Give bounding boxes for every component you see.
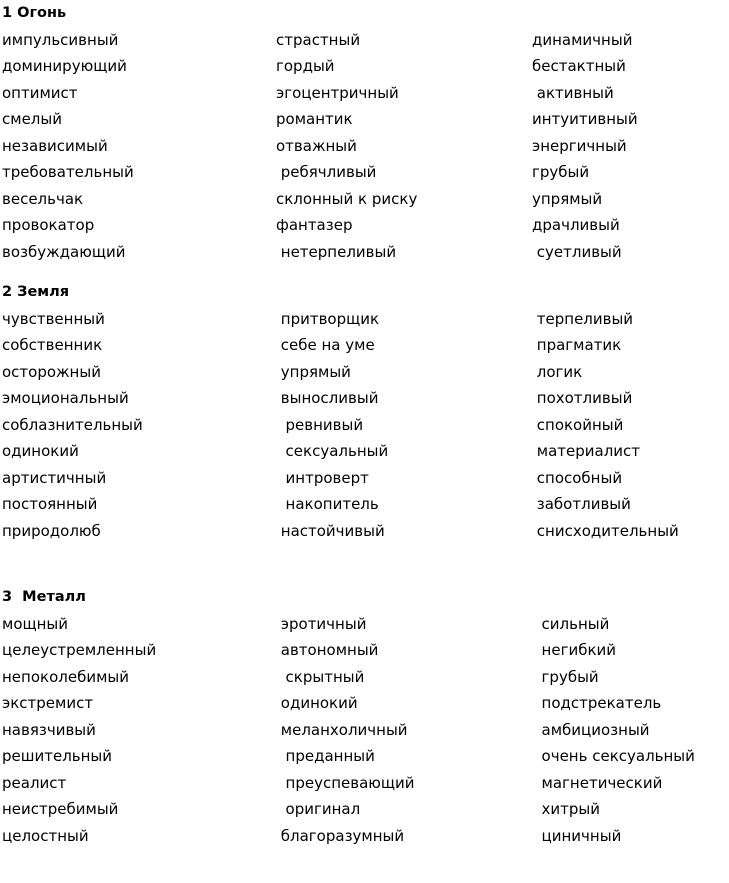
word-cell: преуспевающий: [276, 773, 415, 792]
word-cell: весельчак: [2, 189, 84, 208]
word-cell: независимый: [2, 136, 108, 155]
word-cell: мощный: [2, 614, 69, 633]
word-row: [0, 611, 729, 638]
word-cell: подстрекатель: [532, 694, 662, 712]
word-cell: энергичный: [532, 136, 627, 155]
word-cell: одинокий: [276, 694, 358, 712]
word-cell: постоянный: [2, 495, 98, 513]
section-spacer: [0, 544, 729, 584]
word-row: [0, 743, 729, 770]
word-row: [0, 796, 729, 823]
word-row: [0, 106, 729, 133]
word-cell: решительный: [2, 747, 113, 765]
word-cell: выносливый: [276, 389, 379, 407]
word-cell: заботливый: [532, 495, 631, 513]
word-cell: сексуальный: [276, 442, 389, 460]
word-cell: провокатор: [2, 216, 95, 234]
word-row: [0, 770, 729, 797]
word-row: [0, 212, 729, 239]
word-cell: упрямый: [532, 189, 603, 208]
section-spacer: [0, 265, 729, 279]
word-cell: хитрый: [532, 800, 601, 818]
word-cell: целеустремленный: [2, 641, 157, 659]
word-cell: реалист: [2, 773, 67, 792]
word-cell: динамичный: [532, 30, 633, 49]
word-row: [0, 465, 729, 492]
word-row: [0, 690, 729, 717]
word-row: [0, 438, 729, 465]
word-cell: активный: [532, 83, 614, 102]
word-cell: склонный к риску: [276, 189, 418, 208]
word-cell: себе на уме: [276, 336, 375, 354]
word-cell: страстный: [276, 30, 361, 49]
word-cell: эротичный: [276, 614, 367, 633]
word-cell: эмоциональный: [2, 389, 129, 407]
word-cell: спокойный: [532, 415, 624, 434]
word-cell: магнетический: [532, 773, 663, 792]
word-row: [0, 80, 729, 107]
word-cell: оптимист: [2, 83, 78, 102]
word-cell: смелый: [2, 110, 62, 128]
word-cell: возбуждающий: [2, 242, 126, 261]
word-row: [0, 359, 729, 386]
word-cell: навязчивый: [2, 720, 96, 739]
word-cell: романтик: [276, 110, 353, 128]
word-cell: драчливый: [532, 216, 620, 234]
section-fire: [0, 0, 729, 265]
word-cell: суетливый: [532, 242, 622, 261]
word-cell: автономный: [276, 641, 379, 659]
word-cell: собственник: [2, 336, 103, 354]
word-cell: неистребимый: [2, 800, 119, 818]
word-cell: интуитивный: [532, 110, 638, 128]
section-title-metal: 3 Металл: [2, 589, 86, 605]
word-cell: соблазнительный: [2, 415, 143, 434]
word-row: [0, 186, 729, 213]
word-cell: настойчивый: [276, 521, 385, 540]
word-cell: оригинал: [276, 800, 361, 818]
section-metal: [0, 584, 729, 849]
word-cell: гордый: [276, 57, 335, 75]
word-cell: эгоцентричный: [276, 83, 399, 102]
word-row: [0, 664, 729, 691]
word-cell: непоколебимый: [2, 667, 129, 686]
word-cell: терпеливый: [532, 309, 634, 328]
word-cell: требовательный: [2, 163, 134, 181]
section-title-fire: 1 Огонь: [2, 5, 67, 21]
word-cell: очень сексуальный: [532, 747, 695, 765]
word-row: [0, 717, 729, 744]
word-row: [0, 53, 729, 80]
word-cell: способный: [532, 468, 623, 487]
word-cell: накопитель: [276, 495, 379, 513]
word-cell: притворщик: [276, 309, 380, 328]
word-cell: логик: [532, 362, 583, 381]
word-row: [0, 27, 729, 54]
word-cell: целостный: [2, 826, 89, 845]
word-cell: негибкий: [532, 641, 617, 659]
word-cell: артистичный: [2, 468, 107, 487]
word-row: [0, 491, 729, 518]
word-cell: доминирующий: [2, 57, 127, 75]
word-cell: материалист: [532, 442, 641, 460]
word-cell: экстремист: [2, 694, 94, 712]
word-cell: грубый: [532, 163, 590, 181]
word-cell: снисходительный: [532, 521, 679, 540]
word-row: [0, 133, 729, 160]
word-cell: интроверт: [276, 468, 369, 487]
word-row: [0, 239, 729, 266]
word-cell: циничный: [532, 826, 622, 845]
word-cell: импульсивный: [2, 30, 119, 49]
word-cell: меланхоличный: [276, 720, 408, 739]
word-cell: скрытный: [276, 667, 365, 686]
word-cell: прагматик: [532, 336, 622, 354]
word-cell: фантазер: [276, 216, 353, 234]
word-cell: чувственный: [2, 309, 105, 328]
word-cell: сильный: [532, 614, 610, 633]
word-cell: преданный: [276, 747, 375, 765]
word-cell: отважный: [276, 136, 357, 155]
word-cell: одинокий: [2, 442, 79, 460]
section-earth: [0, 279, 729, 544]
word-cell: похотливый: [532, 389, 633, 407]
word-cell: упрямый: [276, 362, 351, 381]
word-cell: грубый: [532, 667, 599, 686]
word-cell: бестактный: [532, 57, 626, 75]
word-cell: благоразумный: [276, 826, 405, 845]
word-row: [0, 385, 729, 412]
word-row: [0, 823, 729, 850]
word-row: [0, 332, 729, 359]
word-row: [0, 637, 729, 664]
word-row: [0, 306, 729, 333]
section-title-earth: 2 Земля: [2, 284, 70, 300]
word-row: [0, 159, 729, 186]
word-cell: нетерпеливый: [276, 242, 397, 261]
word-cell: осторожный: [2, 362, 101, 381]
word-cell: ревнивый: [276, 415, 364, 434]
word-row: [0, 412, 729, 439]
word-cell: природолюб: [2, 521, 101, 540]
word-cell: амбициозный: [532, 720, 650, 739]
word-row: [0, 518, 729, 545]
word-cell: ребячливый: [276, 163, 377, 181]
